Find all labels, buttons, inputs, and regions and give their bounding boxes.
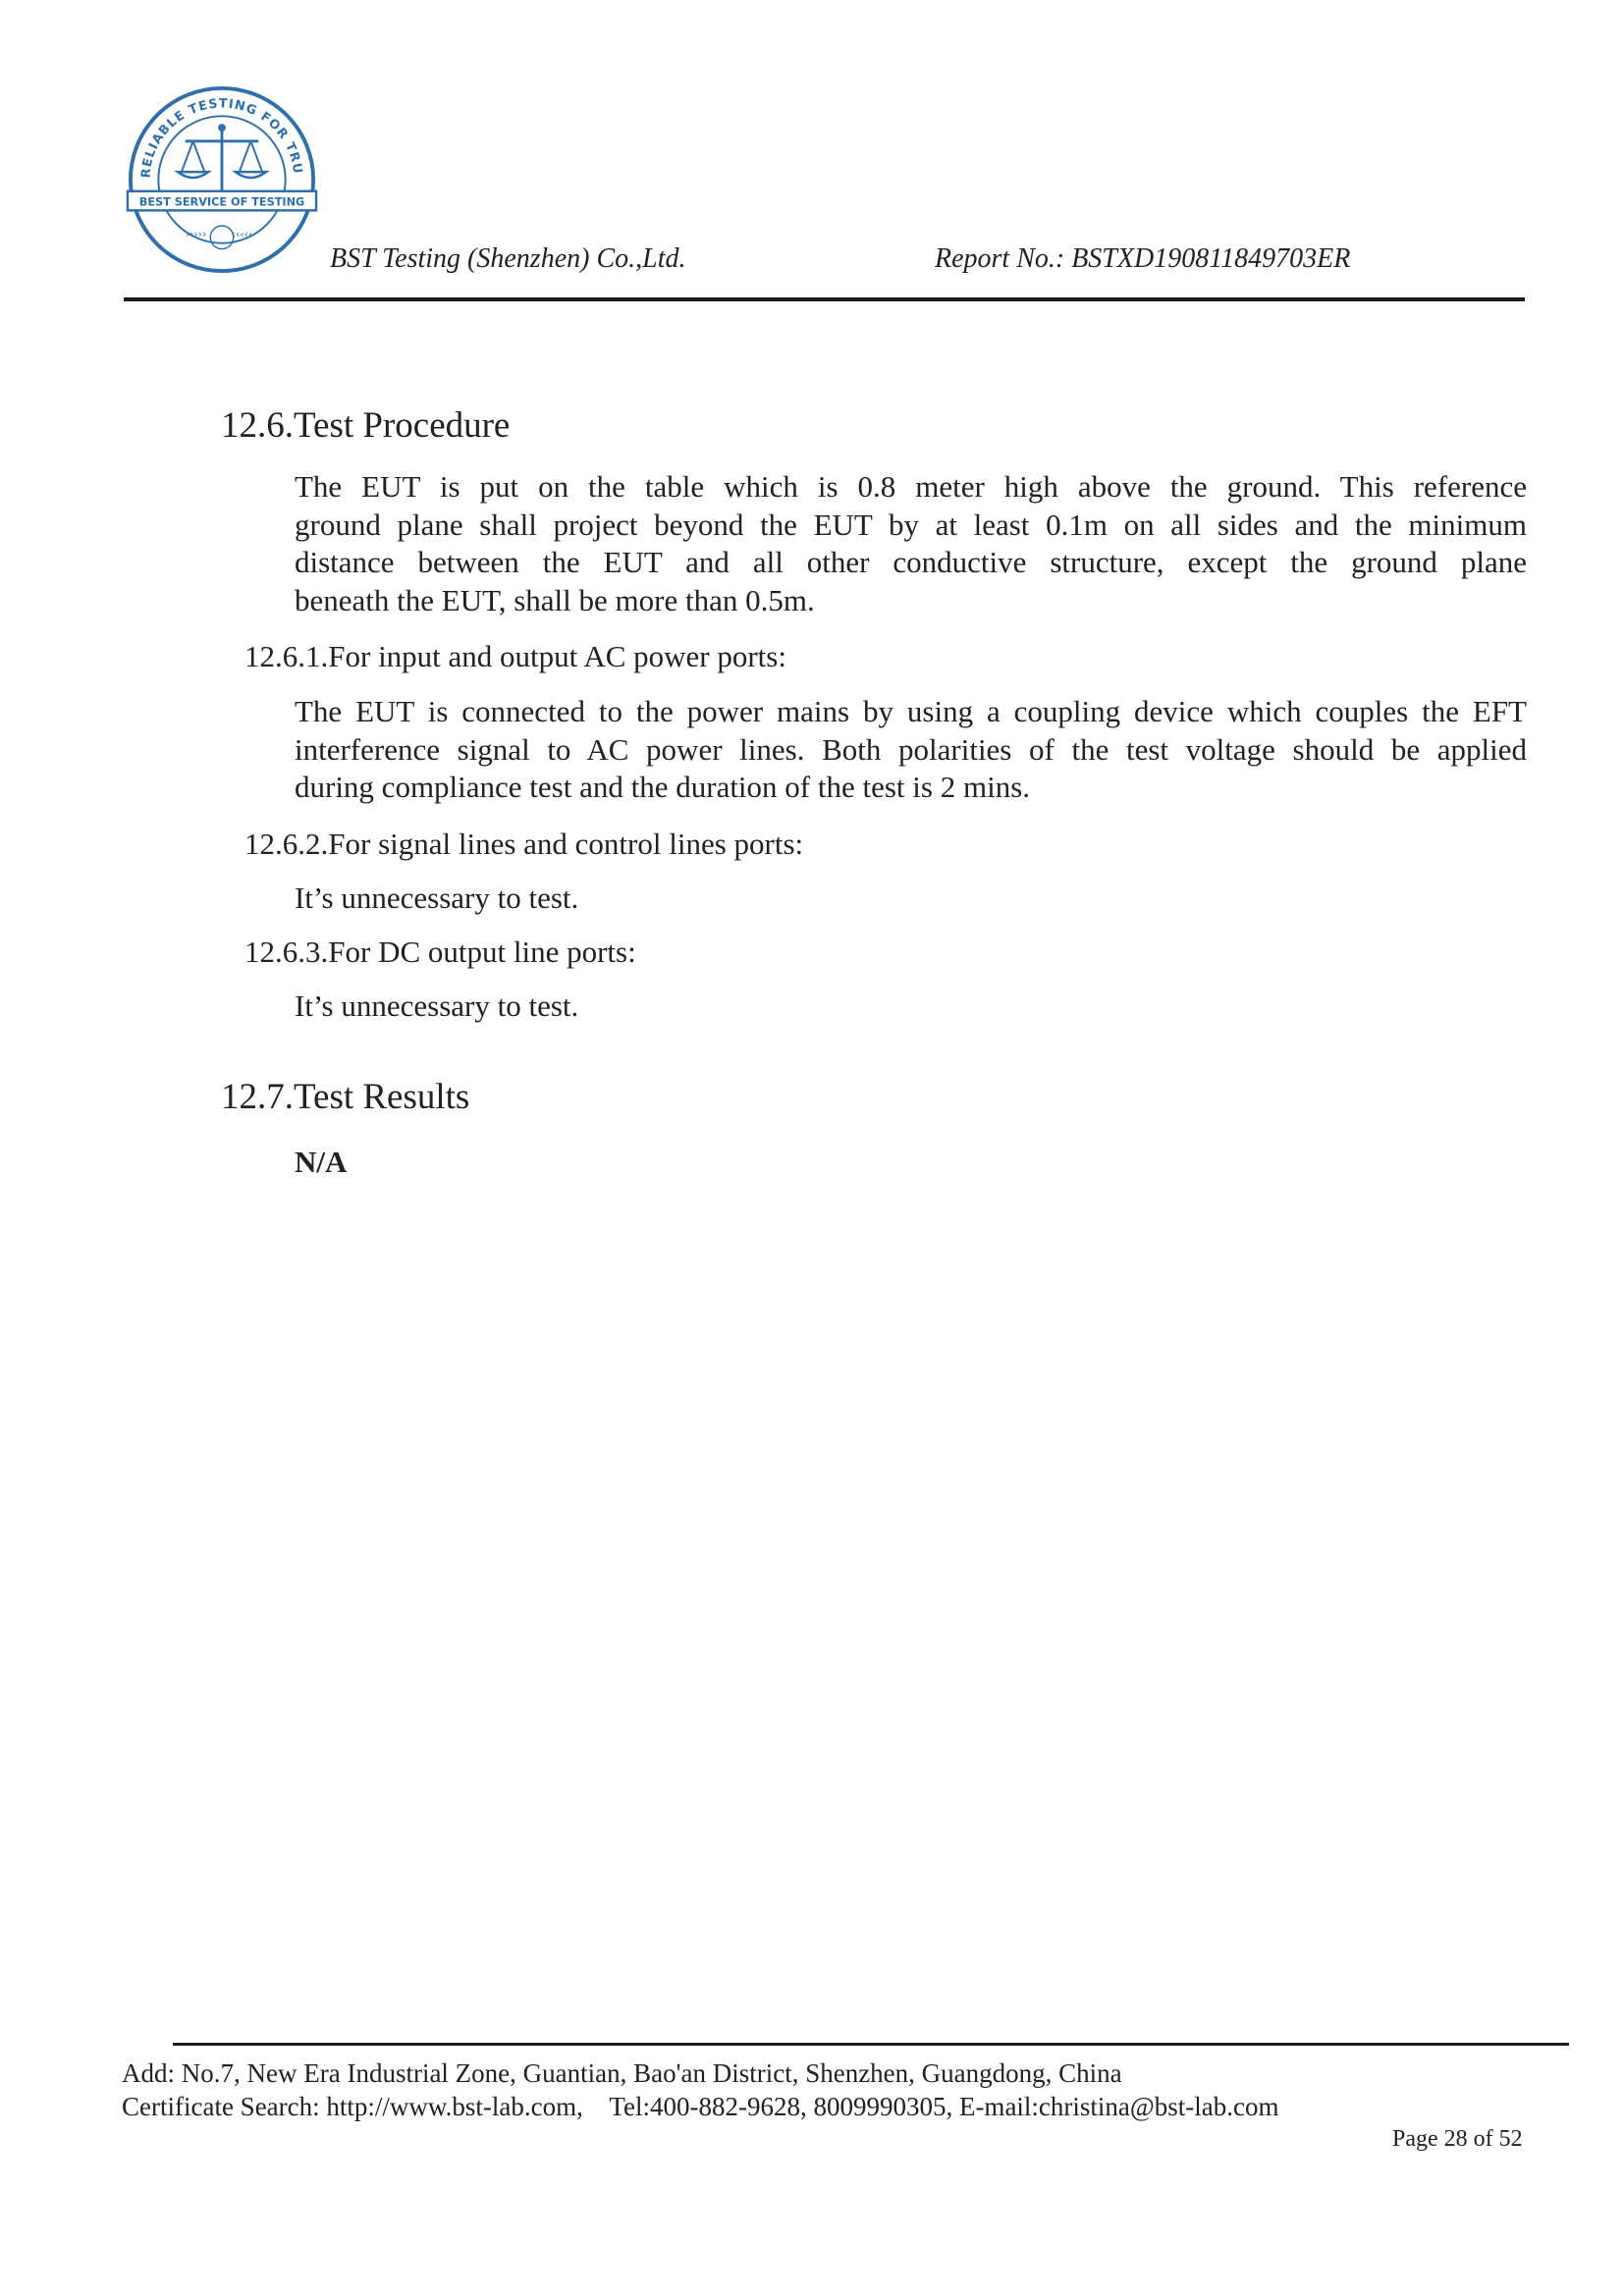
paragraph-line: during compliance test and the duration of the test is 2 mins. <box>295 770 1031 804</box>
subsection-heading-ac-power-ports: 12.6.1.For input and output AC power ports: <box>244 639 786 673</box>
header-report-number: Report No.: BSTXD190811849703ER <box>935 243 1351 274</box>
svg-text:›››››: ››››› <box>185 227 207 240</box>
test-procedure-intro <box>295 468 1527 619</box>
paragraph-line: interference signal to AC power lines. Both polarities of the test voltage should be applied <box>295 731 1527 767</box>
paragraph-line: beneath the EUT, shall be more than 0.5m. <box>295 582 815 617</box>
svg-text:A RELIABLE TESTING FOR TRUST <box>126 83 304 179</box>
logo-banner-text: BEST SERVICE OF TESTING <box>138 195 305 209</box>
subsection-heading-signal-control-ports: 12.6.2.For signal lines and control lines ports: <box>244 827 804 861</box>
svg-text:‹‹‹‹‹: ‹‹‹‹‹ <box>231 227 253 240</box>
page-number: Page 28 of 52 <box>1392 2126 1523 2152</box>
header-company-name: BST Testing (Shenzhen) Co.,Ltd. <box>330 243 686 274</box>
logo-ring-text: RELIABLE TESTING FOR TRU <box>138 96 305 179</box>
signal-control-ports-text: It’s unnecessary to test. <box>295 881 579 915</box>
header-divider <box>124 297 1525 301</box>
company-logo <box>126 83 318 276</box>
paragraph-line: ground plane shall project beyond the EUT by at least 0.1m on all sides and the minimum <box>295 507 1527 542</box>
paragraph-line: The EUT is connected to the power mains by using a coupling device which couples the EFT <box>295 694 1527 728</box>
dc-output-ports-text: It’s unnecessary to test. <box>295 988 579 1023</box>
paragraph-line: The EUT is put on the table which is 0.8 meter high above the ground. This reference <box>295 469 1527 504</box>
footer-contact: Certificate Search: http://www.bst-lab.com, Tel:400-882-9628, 8009990305, E-mail:christina@bst-lab.com <box>122 2092 1279 2121</box>
footer-divider <box>173 2043 1569 2046</box>
paragraph-line: distance between the EUT and all other conductive structure, except the ground plane <box>295 545 1527 579</box>
scales-seal-icon <box>126 83 318 276</box>
section-heading-test-results: 12.7.Test Results <box>221 1077 470 1117</box>
section-heading-test-procedure: 12.6.Test Procedure <box>221 405 511 446</box>
subsection-heading-dc-output-ports: 12.6.3.For DC output line ports: <box>244 934 636 969</box>
test-results-value: N/A <box>295 1145 348 1179</box>
footer-address: Add: No.7, New Era Industrial Zone, Guantian, Bao'an District, Shenzhen, Guangdong, China <box>122 2058 1122 2088</box>
ac-power-ports-paragraph <box>295 693 1527 807</box>
